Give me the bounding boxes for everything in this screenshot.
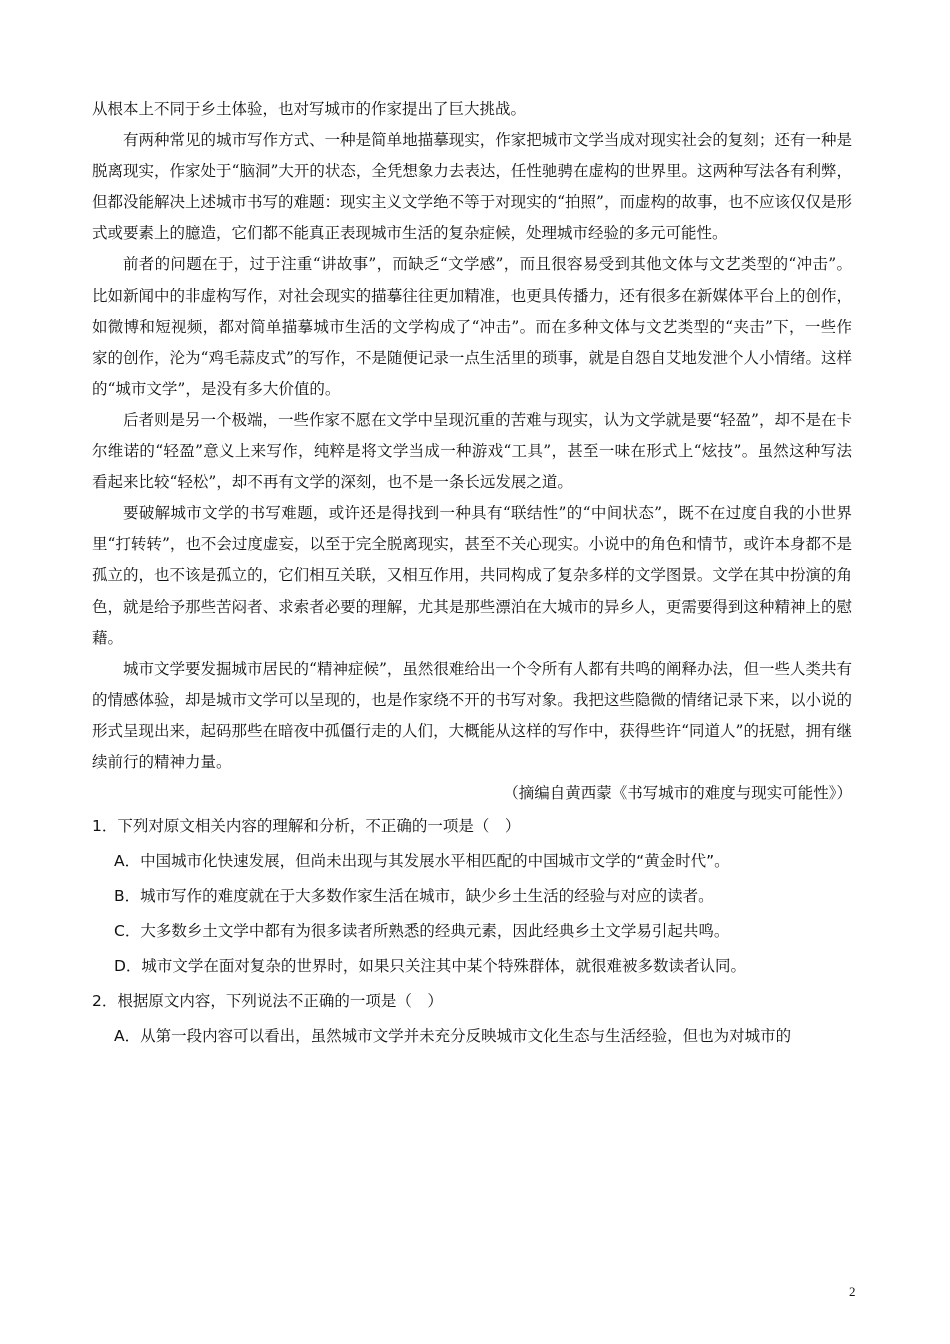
document-page [92, 94, 852, 1054]
paragraph: 城市文学要发掘城市居民的“精神症候”，虽然很难给出一个令所有人都有共鸣的阐释办法，但一些人类共有的情感体验，却是城市文学可以呈现的，也是作家绕不开的书写对象。我把这些隐微的情绪记录下来，以小说的形式呈现出来，起码那些在暗夜中孤僵行走的人们，大概能从这样的写作中，获得些许“同道人”的抚慰，拥有继续前行的精神力量。 [92, 659, 852, 771]
paragraph: 要破解城市文学的书写难题，或许还是得找到一种具有“联结性”的“中间状态”，既不在过度自我的小世界里“打转转”，也不会过度虚妄，以至于完全脱离现实，甚至不关心现实。小说中的角色和情节，或许本身都不是孤立的，也不该是孤立的，它们相互关联，又相互作用，共同构成了复杂多样的文学图景。文学在其中扮演的角色，就是给予那些苦闷者、求索者必要的理解，尤其是那些漂泊在大城市的异乡人，更需要得到这种精神上的慰藉。 [92, 504, 852, 647]
question-stem: 2．根据原文内容，下列说法不正确的一项是（ ） [92, 992, 443, 1011]
page-number: 2 [849, 1284, 856, 1299]
paragraph: 有两种常见的城市写作方式、一种是简单地描摹现实，作家把城市文学当成对现实社会的复刻；还有一种是脱离现实，作家处于“脑洞”大开的状态，全凭想象力去表达，任性驰骋在虚构的世界里。这两种写法各有利弊，但都没能解决上述城市书写的难题：现实主义文学绝不等于对现实的“拍照”，而虚构的故事，也不应该仅仅是形式或要素上的臆造，它们都不能真正表现城市生活的复杂症候，处理城市经验的多元可能性。 [92, 131, 852, 243]
paragraph: 前者的问题在于，过于注重“讲故事”，而缺乏“文学感”，而且很容易受到其他文体与文艺类型的“冲击”。比如新闻中的非虚构写作，对社会现实的描摹往往更加精准，也更具传播力，还有很多在新媒体平台上的创作，如微博和短视频，都对简单描摹城市生活的文学构成了“冲击”。而在多种文体与文艺类型的“夹击”下，一些作家的创作，沦为“鸡毛蒜皮式”的写作，不是随便记录一点生活里的琐事，就是自怨自艾地发泄个人小情绪。这样的“城市文学”，是没有多大价值的。 [92, 255, 852, 398]
option-b: B．城市写作的难度就在于大多数作家生活在城市，缺少乡土生活的经验与对应的读者。 [114, 887, 714, 906]
question-2 [92, 984, 852, 1054]
source-citation: （摘编自黄西蒙《书写城市的难度与现实可能性》） [503, 784, 852, 803]
question-stem: 1．下列对原文相关内容的理解和分析，不正确的一项是（ ） [92, 817, 521, 836]
option-a: A．从第一段内容可以看出，虽然城市文学并未充分反映城市文化生态与生活经验，但也为对城市的 [114, 1027, 792, 1046]
paragraph: 后者则是另一个极端，一些作家不愿在文学中呈现沉重的苦难与现实，认为文学就是要“轻盈”，却不是在卡尔维诺的“轻盈”意义上来写作，纯粹是将文学当成一种游戏“工具”，甚至一味在形式上“炫技”。虽然这种写法看起来比较“轻松”，却不再有文学的深刻，也不是一条长远发展之道。 [92, 410, 852, 492]
question-1 [92, 809, 852, 984]
option-c: C．大多数乡土文学中都有为很多读者所熟悉的经典元素，因此经典乡土文学易引起共鸣。 [114, 922, 730, 941]
option-a: A．中国城市化快速发展，但尚未出现与其发展水平相匹配的中国城市文学的“黄金时代”。 [114, 852, 730, 871]
paragraph-continuation: 从根本上不同于乡土体验，也对写城市的作家提出了巨大挑战。 [92, 100, 527, 118]
option-d: D．城市文学在面对复杂的世界时，如果只关注其中某个特殊群体，就很难被多数读者认同。 [114, 957, 746, 976]
